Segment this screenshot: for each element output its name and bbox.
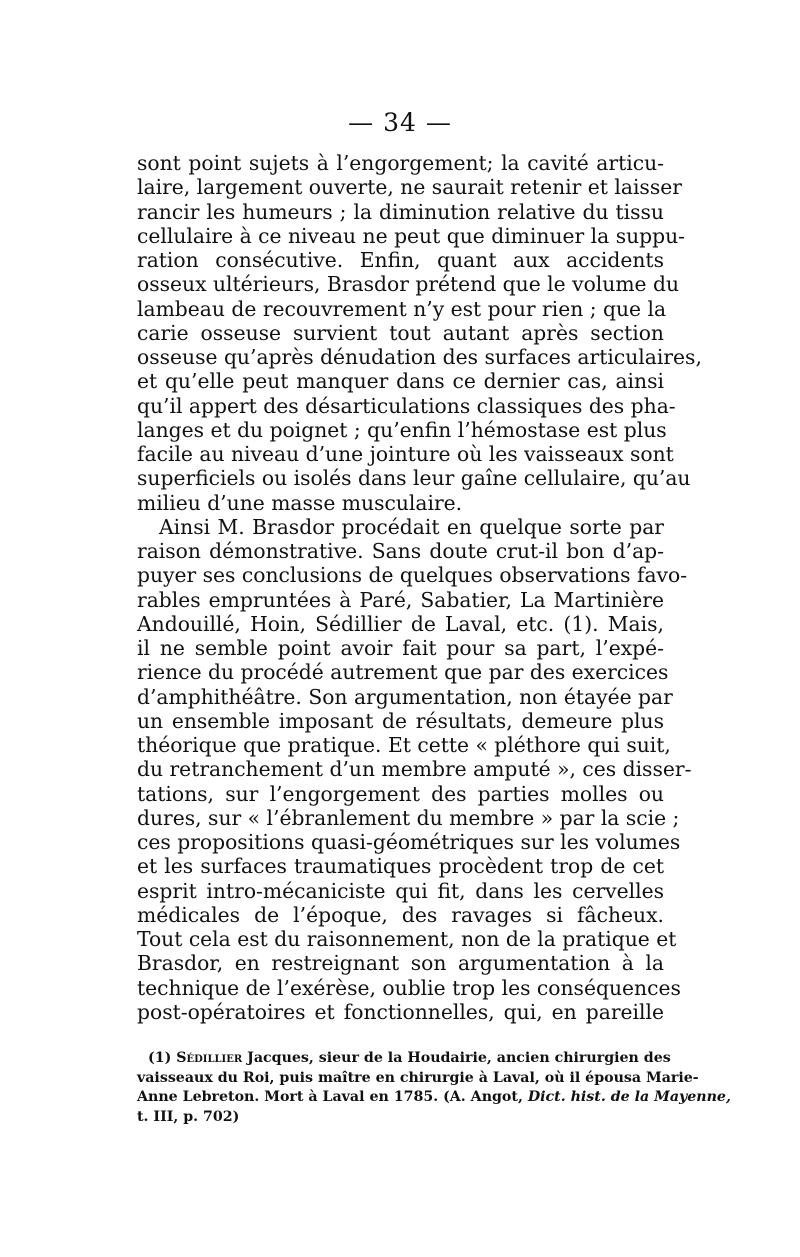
text-line: rience du procédé autrement que par des exercices xyxy=(137,660,669,685)
footnote-line: t. III, p. 702) xyxy=(137,1108,240,1125)
text-line: et qu’elle peut manquer dans ce dernier cas, ainsi xyxy=(137,369,664,394)
text-line: ces propositions quasi-géométriques sur les volumes xyxy=(137,830,681,854)
text-line: laire, largement ouverte, ne saurait retenir et laisser xyxy=(137,175,682,200)
footnote-source-title: Dict. hist. de la Mayenne, xyxy=(527,1089,731,1106)
text-line: lambeau de recouvrement n’y est pour rien ; que la xyxy=(137,296,667,321)
text-line: superficiels ou isolés dans leur gaîne cellulaire, qu’au xyxy=(137,466,691,491)
text-line: tations, sur l’engorgement des parties molles ou xyxy=(137,781,664,806)
body-text xyxy=(137,151,702,1024)
footnote-text: Anne Lebreton. Mort à Laval en 1785. (A. Angot, xyxy=(137,1089,523,1106)
text-line: technique de l’exérèse, oublie trop les conséquences xyxy=(137,975,681,1000)
text-line: sont point sujets à l’engorgement; la cavité articu- xyxy=(137,151,664,175)
paragraph-start-line: Ainsi M. Brasdor procédait en quelque sorte par xyxy=(159,514,664,539)
text-line: Andouillé, Hoin, Sédillier de Laval, etc. (1). Mais, xyxy=(137,611,664,636)
text-line: cellulaire à ce niveau ne peut que diminuer la suppu- xyxy=(137,223,686,248)
footnote-marker: (1) xyxy=(148,1050,172,1066)
text-line: qu’il appert des désarticulations classiques des pha- xyxy=(137,393,676,418)
footnote-author: Sédillier xyxy=(176,1050,243,1066)
text-line: osseux ultérieurs, Brasdor prétend que le volume du xyxy=(137,272,680,297)
page-number: — 34 — xyxy=(348,108,452,137)
footnote-line xyxy=(137,1049,671,1069)
text-line: et les surfaces traumatiques procèdent trop de cet xyxy=(137,854,664,879)
text-line: facile au niveau d’une jointure où les vaisseaux sont xyxy=(137,442,674,466)
text-line: ration consécutive. Enfin, quant aux accidents xyxy=(137,248,664,272)
text-line: carie osseuse survient tout autant après section xyxy=(137,320,664,345)
footnote-line xyxy=(137,1088,731,1108)
text-line: dures, sur « l’ébranlement du membre » par la scie ; xyxy=(137,805,680,830)
text-line: médicales de l’époque, des ravages si fâcheux. xyxy=(137,902,664,927)
text-line: puyer ses conclusions de quelques observations favo- xyxy=(137,563,688,588)
text-line: osseuse qu’après dénudation des surfaces articulaires, xyxy=(137,345,702,369)
text-line: un ensemble imposant de résultats, demeure plus xyxy=(137,708,664,733)
footnote-line: vaisseaux du Roi, puis maître en chirurgie à Laval, où il épousa Marie- xyxy=(137,1069,699,1086)
text-line: du retranchement d’un membre amputé », ces disser- xyxy=(137,757,692,782)
text-line: rables empruntées à Paré, Sabatier, La Martinière xyxy=(137,587,664,612)
text-line: théorique que pratique. Et cette « pléthore qui suit, xyxy=(137,733,671,757)
text-line: langes et du poignet ; qu’enfin l’hémostase est plus xyxy=(137,417,667,442)
text-line: Tout cela est du raisonnement, non de la pratique et xyxy=(137,927,677,951)
footnote xyxy=(137,1049,731,1127)
paragraph-end-line: milieu d’une masse musculaire. xyxy=(137,490,463,515)
text-line: Brasdor, en restreignant son argumentation à la xyxy=(137,951,664,976)
text-line: raison démonstrative. Sans doute crut-il bon d’ap- xyxy=(137,539,664,563)
text-line: esprit intro-mécaniciste qui fit, dans les cervelles xyxy=(137,878,664,903)
footnote-text: Jacques, sieur de la Houdairie, ancien chirurgien des xyxy=(247,1050,671,1066)
text-line: d’amphithéâtre. Son argumentation, non étayée par xyxy=(137,684,673,709)
text-line: rancir les humeurs ; la diminution relative du tissu xyxy=(137,199,664,224)
text-line: il ne semble point avoir fait pour sa part, l’expé- xyxy=(137,636,664,660)
text-line: post-opératoires et fonctionnelles, qui, en pareille xyxy=(137,999,664,1024)
